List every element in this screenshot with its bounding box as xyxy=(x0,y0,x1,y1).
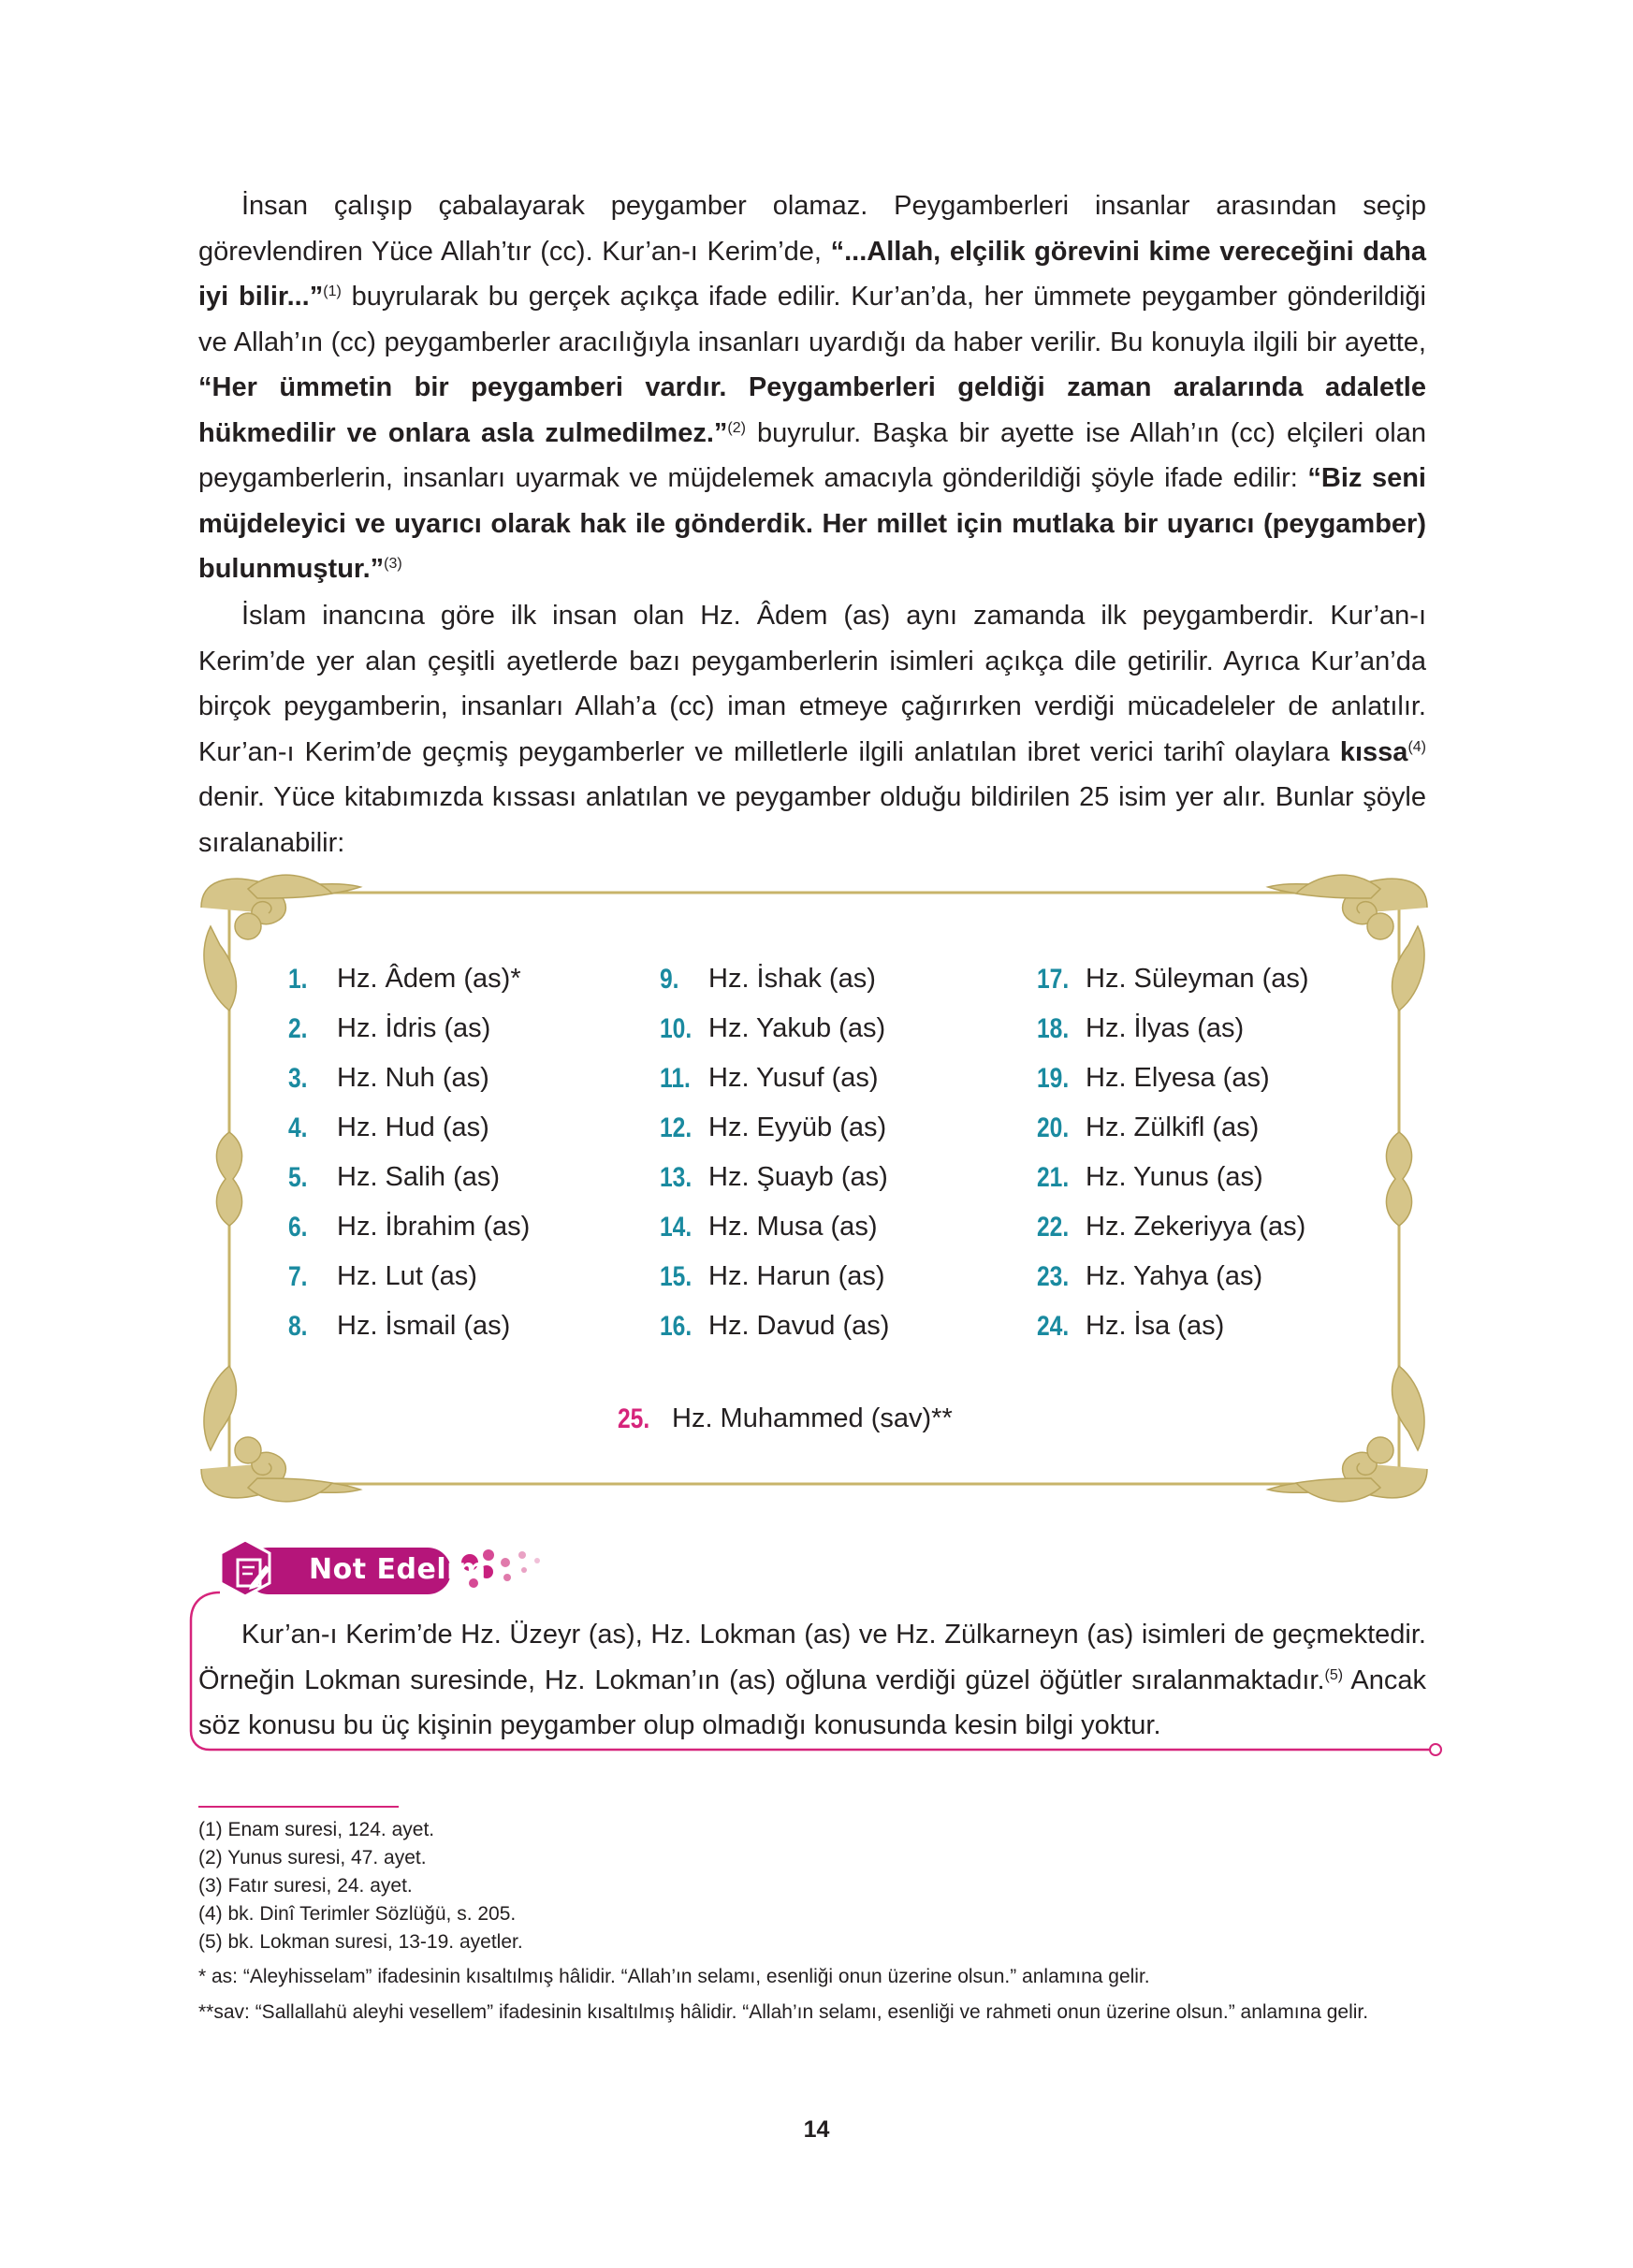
footnote-sav: **sav: “Sallallahü aleyhi vesellem” ifadesinin kısaltılmış hâlidir. “Allah’ın selamı, esenliği ve rahmeti onun üzerine olsun.” anlamına gelir. xyxy=(198,2001,1369,2023)
pencil-notepad-icon xyxy=(228,1548,277,1597)
item-name: Hz. Nuh (as) xyxy=(337,1063,489,1093)
note-text-1: Kur’an-ı Kerim’de Hz. Üzeyr (as), Hz. Lokman (as) ve Hz. Zülkarneyn (as) isimleri de geçmektedir. Örneğin Lokman suresinde, Hz. Lokman’ın (as) oğluna verdiği güzel öğütler sıralanmaktadır. xyxy=(198,1620,1426,1695)
footnote-divider xyxy=(198,1806,399,1808)
item-name: Hz. İsmail (as) xyxy=(337,1311,511,1341)
item-name: Hz. İdris (as) xyxy=(337,1013,491,1043)
p2-text-2: denir. Yüce kitabımızda kıssası anlatılan ve peygamber olduğu bildirilen 25 isim yer alır. Bunlar şöyle sıralanabilir: xyxy=(198,782,1426,858)
footnote: (4) bk. Dinî Terimler Sözlüğü, s. 205. xyxy=(198,1903,517,1925)
item-number: 14. xyxy=(660,1212,693,1243)
item-name: Hz. İlyas (as) xyxy=(1086,1013,1245,1043)
item-number: 17. xyxy=(1037,964,1070,995)
item-name: Hz. Muhammed (sav)** xyxy=(672,1403,953,1433)
item-number: 10. xyxy=(660,1013,693,1044)
p1-text-3: buyrulur. Başka bir ayette ise Allah’ın (cc) elçileri olan peygamberlerin, insanları uyarmak ve müjdelemek amacıyla gönderildiği şöyle ifade edilir: xyxy=(198,417,1426,493)
item-number: 18. xyxy=(1037,1013,1070,1044)
item-number: 3. xyxy=(288,1063,308,1094)
item-number: 8. xyxy=(288,1311,308,1342)
p1-text-1: İnsan çalışıp çabalayarak peygamber olamaz. Peygamberleri insanlar arasından seçip görevlendiren Yüce Allah’tır (cc). Kur’an-ı Kerim’de, xyxy=(198,191,1426,267)
item-number: 12. xyxy=(660,1112,693,1143)
item-name: Hz. Davud (as) xyxy=(708,1311,890,1341)
item-name: Hz. Zekeriyya (as) xyxy=(1086,1212,1306,1242)
footnote: (5) bk. Lokman suresi, 13-19. ayetler. xyxy=(198,1931,523,1953)
p1-quote-1: “...Allah, elçilik görevini kime vereceğini daha iyi bilir...” xyxy=(198,236,1426,312)
intro-paragraph xyxy=(198,183,1426,592)
item-number: 25. xyxy=(618,1403,650,1434)
item-number: 21. xyxy=(1037,1162,1070,1193)
item-name: Hz. Yahya (as) xyxy=(1086,1261,1263,1291)
item-name: Hz. İshak (as) xyxy=(708,964,876,994)
footnote: (2) Yunus suresi, 47. ayet. xyxy=(198,1847,427,1868)
footnote-ref-1: (1) xyxy=(323,284,342,299)
item-name: Hz. Hud (as) xyxy=(337,1112,489,1142)
item-name: Hz. İbrahim (as) xyxy=(337,1212,531,1242)
item-number: 22. xyxy=(1037,1212,1070,1243)
footnote-ref-2: (2) xyxy=(727,419,746,436)
item-name: Hz. Yusuf (as) xyxy=(708,1063,879,1093)
item-name: Hz. Yunus (as) xyxy=(1086,1162,1263,1192)
item-number: 4. xyxy=(288,1112,308,1143)
prophets-paragraph xyxy=(198,593,1426,865)
p1-quote-2: “Her ümmetin bir peygamberi vardır. Peygamberleri geldiği zaman aralarında adaletle hükmedilir ve onlara asla zulmedilmez.” xyxy=(198,372,1426,448)
item-name: Hz. Âdem (as)* xyxy=(337,964,521,994)
item-number: 2. xyxy=(288,1013,308,1044)
kissa-term: kıssa xyxy=(1339,736,1408,767)
item-name: Hz. Salih (as) xyxy=(337,1162,501,1192)
note-text-2: Ancak söz konusu bu üç kişinin peygamber olup olmadığı konusunda kesin bilgi yoktur. xyxy=(198,1665,1427,1740)
item-name: Hz. Şuayb (as) xyxy=(708,1162,888,1192)
footnote: (3) Fatır suresi, 24. ayet. xyxy=(198,1875,413,1897)
footnote-as: * as: “Aleyhisselam” ifadesinin kısaltılmış hâlidir. “Allah’ın selamı, esenliği onun üzerine olsun.” anlamına gelir. xyxy=(198,1966,1150,1987)
item-number: 5. xyxy=(288,1162,308,1193)
footnote-ref-3: (3) xyxy=(384,556,402,572)
item-number: 9. xyxy=(660,964,679,995)
item-name: Hz. Eyyüb (as) xyxy=(708,1112,887,1142)
item-number: 23. xyxy=(1037,1261,1070,1292)
item-name: Hz. Zülkifl (as) xyxy=(1086,1112,1260,1142)
item-number: 16. xyxy=(660,1311,693,1342)
item-number: 7. xyxy=(288,1261,308,1292)
item-number: 1. xyxy=(288,964,308,995)
footnote-ref-4: (4) xyxy=(1407,738,1426,755)
item-name: Hz. Harun (as) xyxy=(708,1261,885,1291)
item-number: 19. xyxy=(1037,1063,1070,1094)
item-number: 11. xyxy=(660,1063,691,1094)
p1-quote-3: “Biz seni müjdeleyici ve uyarıcı olarak hak ile gönderdik. Her millet için mutlaka bir uyarıcı (peygamber) bulunmuştur.” xyxy=(198,463,1426,584)
item-number: 24. xyxy=(1037,1311,1070,1342)
item-name: Hz. İsa (as) xyxy=(1086,1311,1225,1341)
item-name: Hz. Yakub (as) xyxy=(708,1013,886,1043)
p2-text-1: İslam inancına göre ilk insan olan Hz. Âdem (as) aynı zamanda ilk peygamberdir. Kur’an-ı Kerim’de yer alan çeşitli ayetlerde bazı peygamberlerin isimleri açıkça dile getirilir. Ayrıca Kur’an’da birçok peygamberin, insanları Allah’a (cc) iman etmeye çağırırken verdiği mücadeleler de anlatılır. Kur’an-ı Kerim’de geçmiş peygamberler ve milletlerle ilgili anlatılan ibret verici tarihî olaylara xyxy=(198,601,1426,767)
item-number: 13. xyxy=(660,1162,693,1193)
note-title: Not Edelim xyxy=(309,1553,487,1586)
footnote-ref-5: (5) xyxy=(1324,1666,1344,1683)
footnote: (1) Enam suresi, 124. ayet. xyxy=(198,1819,435,1840)
page-number: 14 xyxy=(803,2116,830,2143)
item-name: Hz. Süleyman (as) xyxy=(1086,964,1309,994)
p1-text-2: buyrularak bu gerçek açıkça ifade edilir. Kur’an’da, her ümmete peygamber gönderildiği ve Allah’ın (cc) peygamberler aracılığıyla insanları uyardığı da haber verilir. Bu konuyla ilgili bir ayette, xyxy=(198,282,1426,357)
item-number: 15. xyxy=(660,1261,693,1292)
item-name: Hz. Elyesa (as) xyxy=(1086,1063,1270,1093)
note-paragraph xyxy=(198,1612,1426,1749)
item-number: 6. xyxy=(288,1212,308,1243)
item-number: 20. xyxy=(1037,1112,1070,1143)
item-name: Hz. Lut (as) xyxy=(337,1261,477,1291)
item-name: Hz. Musa (as) xyxy=(708,1212,878,1242)
